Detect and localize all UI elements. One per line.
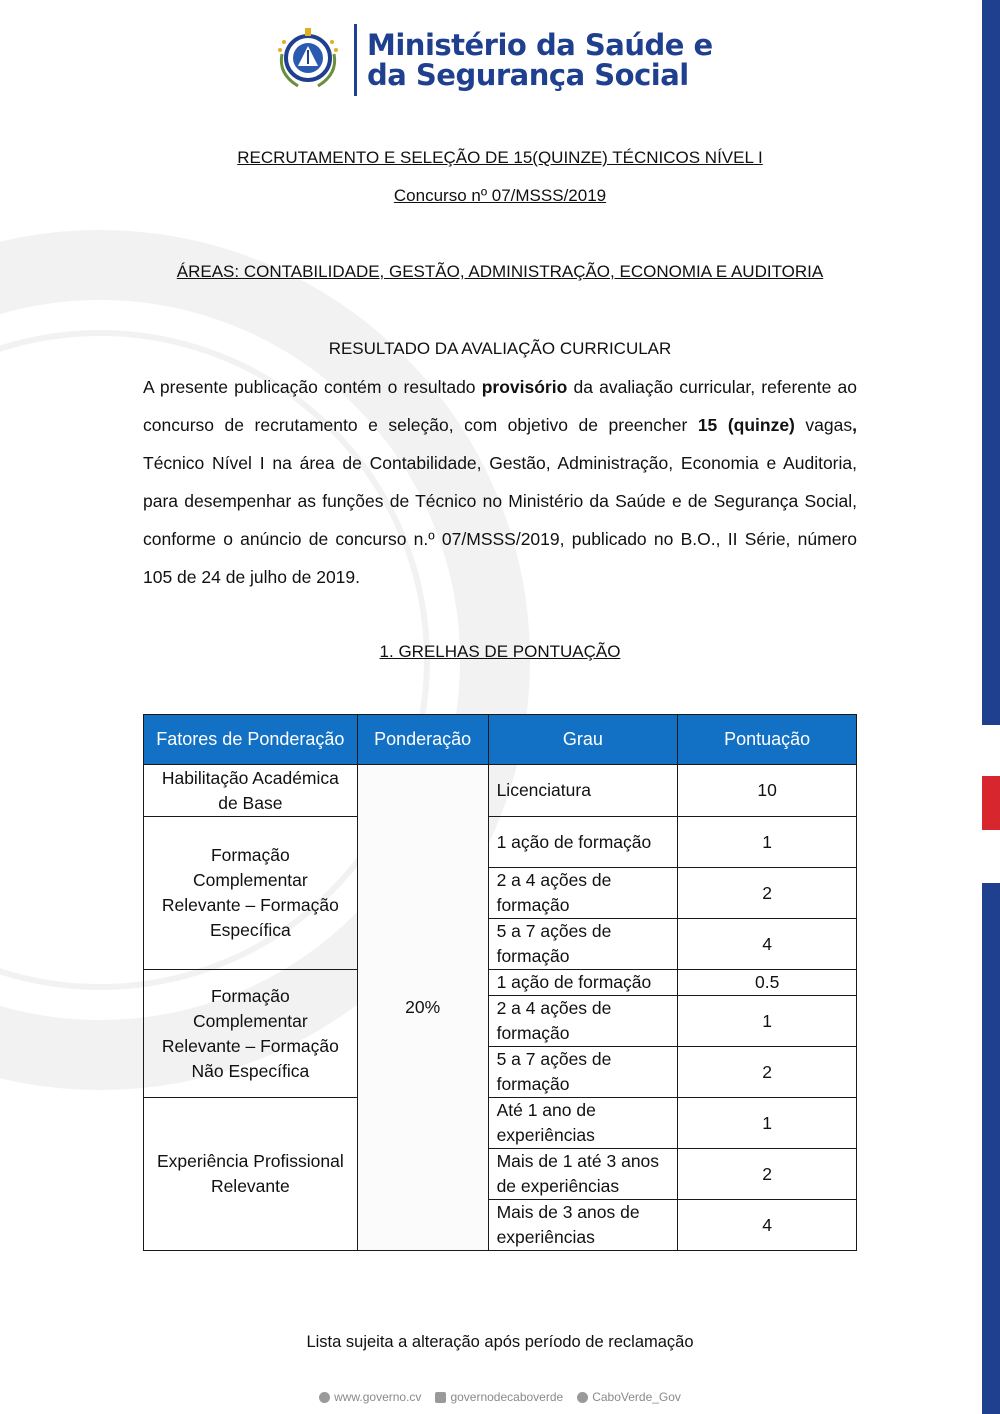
side-bar-blue-top: [982, 0, 1000, 725]
globe-icon: [319, 1392, 330, 1403]
pontuacao-cell: 1: [678, 817, 857, 868]
header-pontuacao: Pontuação: [678, 715, 857, 765]
scoring-table: [143, 714, 857, 1251]
paragraph-bold-provisorio: provisório: [481, 377, 568, 397]
result-heading: RESULTADO DA AVALIAÇÃO CURRICULAR: [328, 339, 672, 358]
grau-cell: 1 ação de formação: [488, 817, 678, 868]
pontuacao-cell: 2: [678, 1047, 857, 1098]
pontuacao-cell: 2: [678, 868, 857, 919]
grau-cell: Licenciatura: [488, 765, 678, 817]
footer-note: Lista sujeita a alteração após período de reclamação: [306, 1333, 694, 1351]
pontuacao-cell: 4: [678, 1200, 857, 1251]
ministry-name-line1: Ministério da Saúde e: [367, 28, 713, 62]
twitter-link[interactable]: [577, 1390, 681, 1404]
table-row: [144, 817, 857, 868]
concurso-number: Concurso nº 07/MSSS/2019: [393, 186, 607, 205]
table-header-row: [144, 715, 857, 765]
table-row: [144, 765, 857, 817]
paragraph-text: A presente publicação contém o resultado: [143, 377, 482, 397]
grau-cell: Até 1 ano de experiências: [488, 1098, 678, 1149]
web-link[interactable]: [319, 1390, 421, 1404]
pontuacao-cell: 2: [678, 1149, 857, 1200]
ponderacao-value: 20%: [357, 765, 488, 1251]
ministry-name-line2: da Segurança Social: [367, 58, 689, 92]
logo-divider: [354, 24, 357, 96]
grau-cell: 5 a 7 ações de formação: [488, 919, 678, 970]
intro-paragraph: [143, 368, 857, 596]
pontuacao-cell: 10: [678, 765, 857, 817]
pontuacao-cell: 1: [678, 1098, 857, 1149]
factor-experiencia: Experiência Profissional Relevante: [144, 1098, 358, 1251]
grau-cell: 2 a 4 ações de formação: [488, 996, 678, 1047]
grau-cell: 5 a 7 ações de formação: [488, 1047, 678, 1098]
social-links: [0, 1390, 1000, 1404]
header-fatores: Fatores de Ponderação: [144, 715, 358, 765]
factor-habilitacao: Habilitação Académica de Base: [144, 765, 358, 817]
twitter-link-label: CaboVerde_Gov: [592, 1390, 681, 1404]
areas-heading: ÁREAS: CONTABILIDADE, GESTÃO, ADMINISTRAÇÃO, ECONOMIA E AUDITORIA: [176, 262, 824, 281]
section-title: 1. GRELHAS DE PONTUAÇÃO: [379, 642, 621, 661]
table-row: [144, 1098, 857, 1149]
paragraph-text: da avaliação curricular, referente ao concurso de recrutamento e seleção, com objetivo de preencher: [143, 377, 857, 435]
header-grau: Grau: [488, 715, 678, 765]
paragraph-bold-comma: ,: [852, 415, 857, 435]
document-title: RECRUTAMENTO E SELEÇÃO DE 15(QUINZE) TÉCNICOS NÍVEL I: [237, 148, 763, 167]
header-ponderacao: Ponderação: [357, 715, 488, 765]
paragraph-text: vagas: [794, 415, 853, 435]
ministry-logo: [268, 24, 713, 96]
facebook-icon: [435, 1392, 446, 1403]
side-bar-red: [982, 776, 1000, 830]
facebook-link-label: governodecaboverde: [450, 1390, 564, 1404]
ministry-name: [367, 30, 713, 90]
grau-cell: Mais de 1 até 3 anos de experiências: [488, 1149, 678, 1200]
factor-formacao-nao-especifica: Formação Complementar Relevante – Formação Não Específica: [144, 970, 358, 1098]
web-link-label: www.governo.cv: [334, 1390, 422, 1404]
paragraph-text: Técnico Nível I na área de Contabilidade, Gestão, Administração, Economia e Auditoria, para desempenhar as funções de Técnico no Ministério da Saúde e de Segurança Social, conforme o anúncio de concurso n.º 07/MSSS/2019, publicado no B.O., II Série, número 105 de 24 de julho de 2019.: [143, 453, 857, 587]
paragraph-bold-quinze: 15 (quinze): [697, 415, 795, 435]
pontuacao-cell: 0.5: [678, 970, 857, 996]
facebook-link[interactable]: [435, 1390, 563, 1404]
twitter-icon: [577, 1392, 588, 1403]
pontuacao-cell: 4: [678, 919, 857, 970]
factor-formacao-especifica: Formação Complementar Relevante – Formação Específica: [144, 817, 358, 970]
grau-cell: Mais de 3 anos de experiências: [488, 1200, 678, 1251]
coat-of-arms-icon: [268, 24, 348, 96]
pontuacao-cell: 1: [678, 996, 857, 1047]
grau-cell: 1 ação de formação: [488, 970, 678, 996]
grau-cell: 2 a 4 ações de formação: [488, 868, 678, 919]
table-row: [144, 970, 857, 996]
